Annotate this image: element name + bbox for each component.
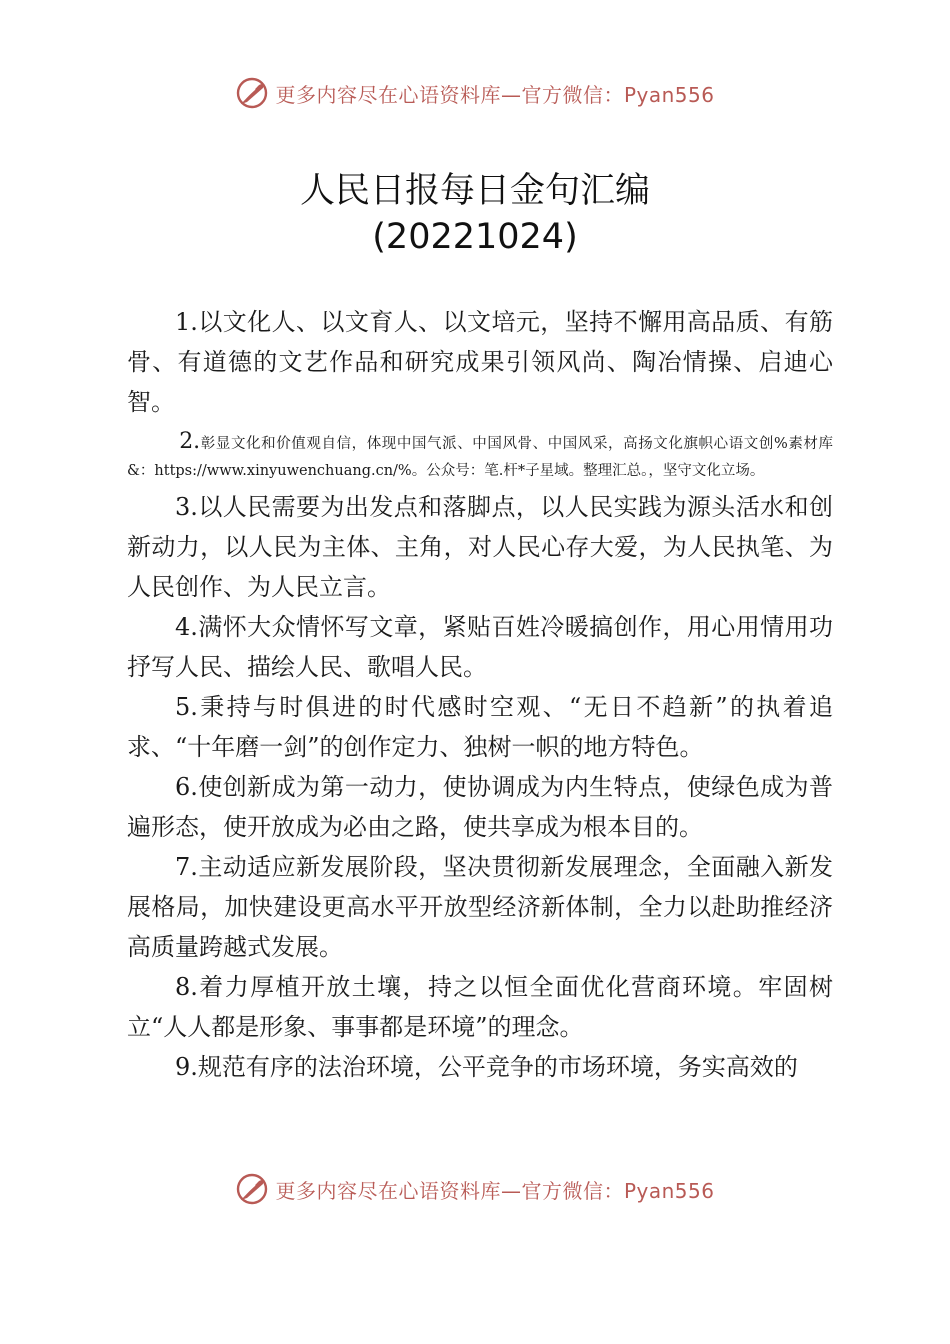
item-text: 满怀大众情怀写文章，紧贴百姓冷暖搞创作，用心用情用功抒写人民、描绘人民、歌唱人民。 xyxy=(127,613,833,681)
quill-logo-icon xyxy=(235,76,269,110)
item-number: 7. xyxy=(175,853,198,881)
item-text: 着力厚植开放土壤，持之以恒全面优化营商环境。牢固树立“人人都是形象、事事都是环境”的理念。 xyxy=(127,973,833,1041)
list-item xyxy=(127,422,833,487)
item-number: 8. xyxy=(175,973,198,1001)
item-text: 主动适应新发展阶段，坚决贯彻新发展理念，全面融入新发展格局，加快建设更高水平开放型经济新体制，全力以赴助推经济高质量跨越式发展。 xyxy=(127,853,833,961)
list-item xyxy=(127,847,833,967)
title-line-2: (20221024) xyxy=(372,217,578,257)
item-text: 以文化人、以文育人、以文培元，坚持不懈用高品质、有筋骨、有道德的文艺作品和研究成果引领风尚、陶冶情操、启迪心智。 xyxy=(127,308,833,416)
header-banner-text: 更多内容尽在心语资料库—官方微信：Pyan556 xyxy=(275,82,715,107)
footer-banner xyxy=(0,1169,950,1209)
item-number: 2. xyxy=(179,429,201,454)
item-text: 彰显文化和价值观自信，体现中国气派、中国风骨、中国风采，高扬文化旗帜心语文创%素材库&：https://www.xinyuwenchuang.cn/%。公众号：笔.杆*子星域。整理汇总。，坚守文化立场。 xyxy=(127,436,833,479)
title-line-1: 人民日报每日金句汇编 xyxy=(299,171,650,211)
document-title xyxy=(0,168,950,260)
list-item xyxy=(127,607,833,687)
list-item xyxy=(127,302,833,422)
item-number: 4. xyxy=(175,613,198,641)
footer-banner-text: 更多内容尽在心语资料库—官方微信：Pyan556 xyxy=(275,1178,715,1203)
header-banner xyxy=(0,73,950,113)
item-text: 秉持与时俱进的时代感时空观、“无日不趋新”的执着追求、“十年磨一剑”的创作定力、独树一帜的地方特色。 xyxy=(127,693,833,761)
list-item xyxy=(127,767,833,847)
item-number: 3. xyxy=(175,493,198,521)
item-number: 6. xyxy=(175,773,198,801)
item-number: 5. xyxy=(175,693,198,721)
item-text: 以人民需要为出发点和落脚点，以人民实践为源头活水和创新动力，以人民为主体、主角，对人民心存大爱，为人民执笔、为人民创作、为人民立言。 xyxy=(127,493,833,601)
item-number: 9. xyxy=(175,1053,198,1081)
list-item xyxy=(127,967,833,1047)
list-item xyxy=(127,1047,833,1087)
quill-logo-icon xyxy=(235,1172,269,1206)
item-text: 使创新成为第一动力，使协调成为内生特点，使绿色成为普遍形态，使开放成为必由之路，使共享成为根本目的。 xyxy=(127,773,833,841)
list-item xyxy=(127,487,833,607)
document-body xyxy=(127,302,833,1087)
item-text: 规范有序的法治环境，公平竞争的市场环境，务实高效的 xyxy=(197,1053,798,1081)
item-number: 1. xyxy=(175,308,198,336)
list-item xyxy=(127,687,833,767)
